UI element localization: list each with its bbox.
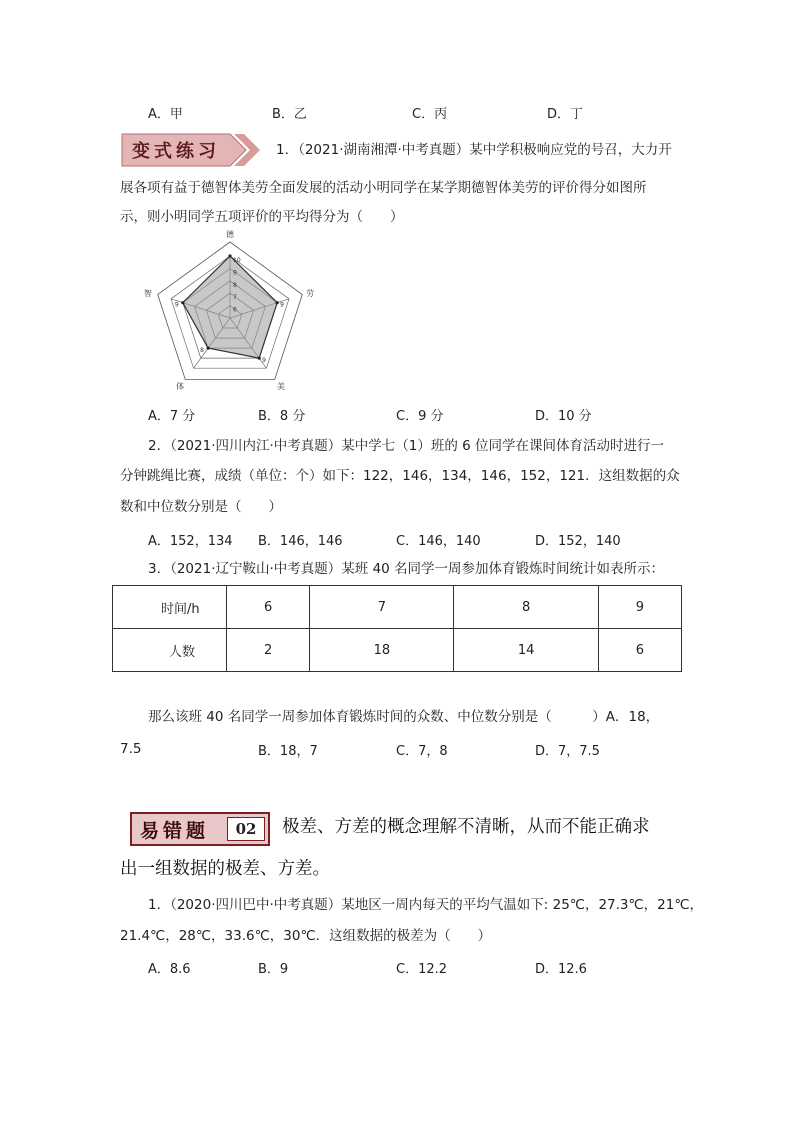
q1-line3: 示，则小明同学五项评价的平均得分为（ ） xyxy=(120,209,404,225)
table-cell: 人数 xyxy=(113,629,227,672)
q2-line1: 2．（2021·四川内江·中考真题）某中学七（1）班的 6 位同学在课间体育活动时进行一 xyxy=(148,438,665,454)
section-title-line2: 出一组数据的极差、方差。 xyxy=(120,859,330,879)
q3-option-b: B．18，7 xyxy=(258,744,318,759)
table-cell: 18 xyxy=(310,629,454,672)
q0-option-c: C．丙 xyxy=(412,107,448,122)
exercise-time-table xyxy=(112,585,682,672)
q1-line1: 1．（2021·湖南湘潭·中考真题）某中学积极响应党的号召，大力开 xyxy=(276,142,672,158)
q3-line1: 3．（2021·辽宁鞍山·中考真题）某班 40 名同学一周参加体育锻炼时间统计如表所示： xyxy=(148,561,665,577)
q2-option-d: D．152，140 xyxy=(535,534,621,549)
e1-line2: 21.4℃，28℃，33.6℃，30℃．这组数据的极差为（ ） xyxy=(120,928,492,944)
table-cell: 2 xyxy=(227,629,310,672)
radar-data-point xyxy=(258,357,261,360)
q1-option-d: D．10 分 xyxy=(535,409,592,424)
e1-option-c: C．12.2 xyxy=(396,962,448,977)
table-cell: 9 xyxy=(598,586,681,629)
radar-data-point xyxy=(228,254,231,257)
e1-option-b: B．9 xyxy=(258,962,289,977)
q2-option-c: C．146，140 xyxy=(396,534,481,549)
q0-option-d: D．丁 xyxy=(547,107,584,122)
e1-option-d: D．12.6 xyxy=(535,962,587,977)
table-row xyxy=(113,629,682,672)
radar-value-label: 9 xyxy=(174,301,179,309)
banner-label: 变式练习 xyxy=(132,141,220,162)
radar-data-area xyxy=(183,256,277,358)
radar-category-label: 智 xyxy=(143,288,152,298)
q0-option-b: B．乙 xyxy=(272,107,307,122)
table-row xyxy=(113,586,682,629)
q2-line3: 数和中位数分别是（ ） xyxy=(120,499,282,515)
q1-option-b: B．8 分 xyxy=(258,409,306,424)
q3-option-d: D．7，7.5 xyxy=(535,744,600,759)
radar-value-label: 8 xyxy=(200,347,204,355)
radar-chart xyxy=(143,230,315,392)
q3-option-c: C．7，8 xyxy=(396,744,448,759)
radar-value-label: 9 xyxy=(280,301,285,309)
radar-tick-label: 7 xyxy=(233,294,237,302)
radar-data-point xyxy=(207,346,210,349)
q2-line2: 分钟跳绳比赛，成绩（单位：个）如下：122，146，134，146，152，121．这组数据的众 xyxy=(120,468,680,484)
radar-tick-label: 9 xyxy=(233,269,237,277)
q3-after-line2: 7.5 xyxy=(120,741,142,757)
q3-after-line1: 那么该班 40 名同学一周参加体育锻炼时间的众数、中位数分别是（ ）A．18， xyxy=(148,709,660,725)
e1-line1: 1．（2020·四川巴中·中考真题）某地区一周内每天的平均气温如下: 25℃，27.3℃，21℃， xyxy=(148,897,704,913)
table-cell: 7 xyxy=(310,586,454,629)
section-title-line1: 极差、方差的概念理解不清晰，从而不能正确求 xyxy=(282,817,650,837)
radar-value-label: 9 xyxy=(262,357,266,365)
q1-option-c: C．9 分 xyxy=(396,409,444,424)
table-cell: 6 xyxy=(227,586,310,629)
table-cell: 14 xyxy=(454,629,598,672)
radar-tick-label: 8 xyxy=(233,281,237,289)
q2-option-b: B．146，146 xyxy=(258,534,343,549)
q1-line2: 展各项有益于德智体美劳全面发展的活动小明同学在某学期德智体美劳的评价得分如图所 xyxy=(120,180,647,196)
q1-option-a: A．7 分 xyxy=(148,409,196,424)
radar-category-label: 德 xyxy=(226,230,234,239)
e1-option-a: A．8.6 xyxy=(148,962,191,977)
radar-category-label: 体 xyxy=(176,382,185,392)
radar-tick-label: 6 xyxy=(233,306,237,314)
error-prone-badge xyxy=(130,812,270,846)
radar-data-point xyxy=(276,301,279,304)
error-prone-number: 02 xyxy=(227,817,265,841)
q0-option-a: A．甲 xyxy=(148,107,183,122)
error-prone-label: 易错题 xyxy=(140,820,210,842)
table-cell: 时间/h xyxy=(113,586,227,629)
radar-tick-label: 10 xyxy=(233,257,241,264)
q2-option-a: A．152，134 xyxy=(148,534,233,549)
radar-data-point xyxy=(181,301,184,304)
radar-category-label: 美 xyxy=(276,382,285,392)
table-cell: 6 xyxy=(598,629,681,672)
table-cell: 8 xyxy=(454,586,598,629)
variant-practice-banner xyxy=(122,134,262,166)
radar-category-label: 劳 xyxy=(306,288,315,298)
